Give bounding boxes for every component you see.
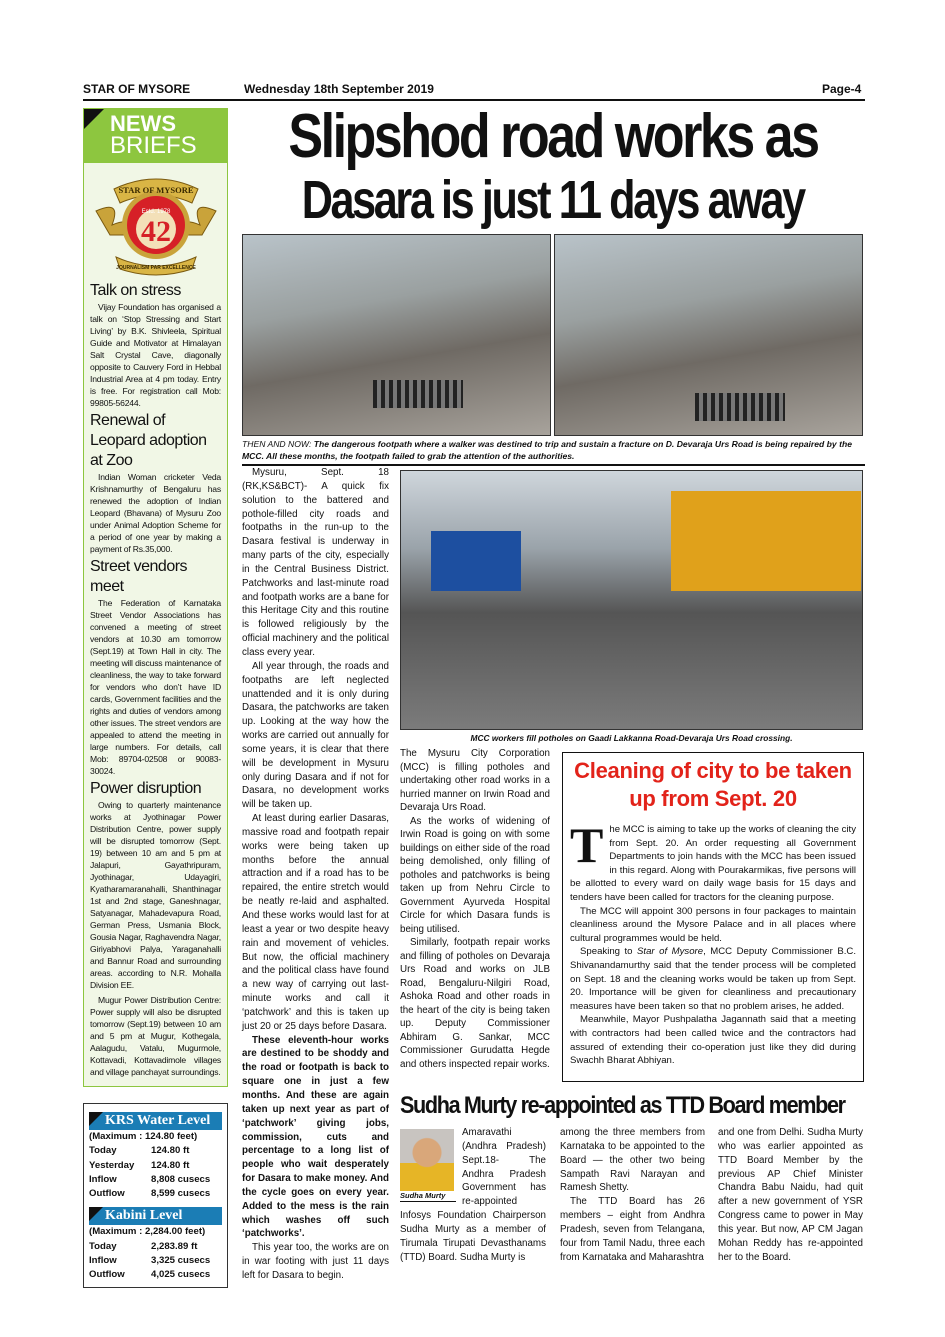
label: Inflow — [89, 1173, 117, 1185]
caption-text: The dangerous footpath where a walker was destined to trip and sustain a fracture on D. Devaraja Urs Road is being repaired by the MCC. All these months, the footpath failed to grab the attention of the authorities. — [242, 439, 852, 461]
brief-leopard-adoption — [84, 411, 227, 555]
krs-row — [89, 1159, 222, 1173]
logo-top-text: STAR OF MYSORE — [117, 185, 194, 195]
brief-title: Renewal of Leopard adoption at Zoo — [90, 412, 207, 469]
paper-name-italic: Star of Mysore — [637, 946, 704, 958]
star-of-mysore-42-logo — [92, 169, 220, 279]
article-paragraph: These eleventh-hour works are destined to be shoddy and the road or footpath is back to square one in just a few months. And these are again taken up next year as part of ‘patchwork’ giving jobs, commission, cuts and percentage to a long list of people who wait desperately for Dasara to make money. And the cycle goes on every year. Added to the mess is the rain which washes off such ‘patchworks’. — [242, 1034, 389, 1240]
article-paragraph: Mysuru, Sept. 18 (RK,KS&BCT)- A quick fix solution to the battered and pothole-filled city roads and footpaths in the run-up to the Dasara festival is underway in many parts of the city, especially in the Central Business District. Patchworks and last-minute road and footpath works are a bane for this Heritage City and this routine is followed religiously by the official machinery and the political class every year. — [242, 467, 389, 658]
drain-grate — [373, 380, 463, 408]
header-rule — [83, 99, 865, 101]
kabini-row — [89, 1254, 222, 1268]
krs-row — [89, 1187, 222, 1201]
tractor — [431, 531, 521, 591]
brief-body: Owing to quarterly maintenance works at Jyothinagar Power Distribution Centre, power supply will be disrupted tomorrow (Sept. 19) between 10 am and 5 pm at Jalapuri, Gayathripuram, Jyothinagar, Udayagiri, Kyatharamaranahalli, Shanthinagar 1st and 2nd stage, Ganeshnagar, Satyanagar, Mahadevapura Road, German Press, Usmania Block, Gousia Nagar, Raghavendra Nagar, Giriyabhovi Palya, Yaraganahalli and Bannur Road and surrounding areas. according to N.R. Mohalla Division EE. — [90, 800, 221, 990]
truck — [671, 491, 861, 591]
photo-footpath-after — [554, 234, 863, 436]
kabini-title: Kabini Level — [105, 1208, 183, 1224]
text: Speaking to — [580, 946, 638, 958]
corner-triangle-icon — [89, 1112, 103, 1126]
news-briefs-title-1: NEWS — [110, 111, 176, 136]
article-paragraph: As the works of widening of Irwin Road is going on with some buildings on either side of the road being demolished, only filling of potholes and patchworks is being taken up from Nehru Circle to Government Ayurveda Hospital Circle for which Dasara funds is being utilised. — [400, 815, 550, 935]
article-paragraph: The Mysuru City Corporation (MCC) is filling potholes and undertaking other road works in a hurried manner on Irwin Road and Devaraja Urs Road. — [400, 748, 550, 813]
cleaning-body — [570, 817, 856, 1068]
kabini-header — [89, 1207, 222, 1225]
issue-date: Wednesday 18th September 2019 — [244, 82, 434, 96]
value: 124.80 ft — [151, 1145, 190, 1157]
cleaning-headline: Cleaning of city to be taken up from Sept. 20 — [574, 758, 852, 811]
article-column-2 — [400, 747, 550, 1071]
brief-title: Talk on stress — [90, 282, 181, 299]
krs-row — [89, 1173, 222, 1187]
sudha-murty-photo — [400, 1129, 454, 1191]
sudha-figure — [400, 1129, 456, 1202]
brief-power-disruption — [84, 779, 227, 1078]
brief-body: Indian Woman cricketer Veda Krishnamurthy of Bengaluru has renewed the adoption of Indian Leopard (Bhavana) of Mysuru Zoo under Animal Adoption Scheme for a period of one year by making a payment of Rs.35,000. — [90, 472, 221, 554]
headline-line-1-wrap — [240, 102, 865, 171]
sudha-column-3 — [718, 1126, 863, 1264]
drain-grate — [695, 393, 785, 421]
article-paragraph: This year too, the works are on in war footing with just 11 days left for Dasara to begin. — [242, 1242, 389, 1281]
logo-estd: Estd. 1978 — [141, 209, 170, 215]
page-number: Page-4 — [822, 82, 862, 96]
kabini-max-text: (Maximum : 2,284.00 feet) — [89, 1226, 206, 1238]
label: Yesterday — [89, 1159, 135, 1171]
sudha-text: Amaravathi (Andhra Pradesh) Sept.18- The Andhra Pradesh Government has re-appointed Infosys Foundation Chairperson Sudha Murty as a member of Tirumala Tirupati Devasthanams (TTD) Board. Sudha Murty is — [400, 1127, 546, 1263]
brief-title: Street vendors meet — [90, 558, 188, 595]
brief-title: Power disruption — [90, 780, 202, 797]
article-paragraph: among the three members from Karnataka to be appointed to the Board — the other two being Sampath Ravi Narayan and Ramesh Shetty. — [560, 1127, 705, 1194]
value: 2,283.89 ft — [151, 1240, 198, 1252]
label: Today — [89, 1240, 117, 1252]
sudha-column-1 — [400, 1126, 546, 1264]
krs-max-text: (Maximum : 124.80 feet) — [89, 1131, 198, 1142]
brief-body: Vijay Foundation has organised a talk on ‘Stop Stressing and Start Living’ by B.K. Shivleela, Spiritual Guide and Motivator at Himalayan Salt Crystal Cave, diagonally opposite to Cauvery Ford in Hebbal Industrial Area at 4 pm today. Entry is free. For registration call Mob: 99805-56244. — [90, 302, 221, 408]
photo-footpath-before — [242, 234, 551, 436]
photo-caption-mcc-workers: MCC workers fill potholes on Gaadi Lakkanna Road-Devaraja Urs Road crossing. — [470, 733, 793, 743]
news-briefs-title-2: BRIEFS — [110, 132, 197, 159]
brief-body: The Federation of Karnataka Street Vendor Associations has convened a meeting of street vendors at 10.30 am tomorrow (Sept.19) at Town Hall in city. The meeting will discuss maintenance of cleanliness, the way to take forward for vendors who don’t have ID cards, Government facilities and the rights and duties of vendors among other issues. The street vendors are appealed to attend the meeting in large numbers. For details, call Mob: 89704-02508 or 90083-30024. — [90, 598, 221, 776]
sudha-photo-caption: Sudha Murty — [400, 1191, 456, 1202]
water-level-box — [83, 1103, 228, 1288]
cleaning-paragraph: The MCC will appoint 300 persons in four packages to maintain cleanliness around the Mysore Palace and in all places where cultural programmes would be held. — [570, 905, 856, 944]
value: 8,808 cusecs — [151, 1173, 211, 1185]
article-paragraph: Similarly, footpath repair works and filling of potholes on Devaraja Urs Road and works on JLB Road, Bengaluru-Nilgiri Road, Ashoka Road and other roads in the heart of the city is being taken up. Deputy Commissioner Abhiram G. Sankar, MCC Commissioner Gurudatta Hegde and others inspected repair works. — [400, 937, 550, 1070]
cleaning-paragraph: Meanwhile, Mayor Pushpalatha Jagannath said that a meeting with contractors had been called twice and the contractors had assured of extending their co-operation just like they did during Swachh Bharat Abhiyan. — [570, 1014, 856, 1067]
krs-row — [89, 1144, 222, 1158]
text: , MCC Deputy Commissioner B.C. Shivanandamurthy said that the tender process will be completed on Sept. 18 and the cleaning works would be taken up from Sept. 20. Importance will be given for cleanliness and precautionary measures have been taken so that no problem arises, he added. — [570, 946, 856, 1012]
article-paragraph: At least during earlier Dasaras, massive road and footpath repair works were being taken up months before the annual attraction and if a road has to be repaired, the entire stretch would be neatly re-laid and asphalted. And these works would last for at least a year or two despite heavy rain and movement of vehicles. But now, the official machinery and the political class have found a new way of carrying out last-minute works and call it ‘patchwork’ and this is taken up just 20 or 25 days before Dasara. — [242, 813, 389, 1032]
label: Inflow — [89, 1255, 117, 1267]
photo-pothole-filling — [400, 470, 863, 730]
article-paragraph: The TTD Board has 26 members – eight from Andhra Pradesh, seven from Telangana, four from Tamil Nadu, three each from Karnataka and Maharashtra — [560, 1196, 705, 1263]
brief-talk-on-stress — [84, 281, 227, 409]
kabini-row — [89, 1268, 222, 1282]
cleaning-paragraph: he MCC is aiming to take up the works of cleaning the city from Sept. 20. An order requesting all Government Departments to join hands with the MCC has been issued in this regard. Along with Pourakarmikas, five persons will be allotted to every ward on daily wage basis for 15 days and tenders have been called for tractors for the cleaning purpose. — [570, 824, 856, 903]
headline-line-2-wrap — [240, 172, 865, 228]
cleaning-paragraph — [570, 945, 856, 1013]
article-column-1 — [242, 466, 389, 1283]
headline-line-2: Dasara is just 11 days away — [301, 170, 804, 230]
logo-number: 42 — [140, 215, 171, 248]
photo-caption-then-now — [242, 438, 865, 466]
headline-line-1: Slipshod road works as — [287, 102, 818, 171]
brief-body: Mugur Power Distribution Centre: Power supply will also be disrupted tomorrow (Sept.19) between 10 am and 5 pm at Mugur, Kothegala, Aalagudu, Vatalu, Mugurmole, Kottavadi, Kottavadimole villages and village panchayat surroundings. — [90, 995, 221, 1077]
krs-header — [89, 1112, 222, 1130]
article-paragraph: All year through, the roads and footpaths are left neglected unattended and it is only during Dasara, the patchworks are taken up. Looking at the way how the works are carried out annually for some years, it is clear that there will be development in Mysuru only during Dasara and if not for Dasara, no development works will be taken up. — [242, 660, 389, 811]
left-column — [83, 108, 228, 1288]
cleaning-story-box — [562, 752, 864, 1082]
corner-triangle-icon — [84, 109, 104, 129]
kabini-max — [89, 1225, 222, 1239]
paper-name: STAR OF MYSORE — [83, 82, 191, 96]
krs-max — [89, 1130, 222, 1144]
article-paragraph — [400, 1126, 546, 1264]
brief-street-vendors — [84, 557, 227, 777]
krs-title: KRS Water Level — [105, 1113, 211, 1128]
value: 8,599 cusecs — [151, 1188, 211, 1200]
logo-bottom-text: JOURNALISM PAR EXCELLENCE — [115, 265, 196, 271]
corner-triangle-icon — [89, 1207, 103, 1221]
label: Outflow — [89, 1269, 125, 1281]
sudha-headline: Sudha Murty re-appointed as TTD Board member — [400, 1092, 845, 1119]
value: 3,325 cusecs — [151, 1255, 211, 1267]
sudha-column-2 — [560, 1126, 705, 1264]
label: Outflow — [89, 1188, 125, 1200]
value: 124.80 ft — [151, 1159, 190, 1171]
drop-cap: T — [570, 817, 604, 873]
kabini-row — [89, 1240, 222, 1254]
article-paragraph: and one from Delhi. Sudha Murty who was earlier appointed as TTD Board Member by the previous AP Chief Minister Chandra Babu Naidu, had quit after a new government of YSR Congress came to power in May this year. But now, AP CM Jagan Mohan Reddy has re-appointed her to the Board. — [718, 1127, 863, 1263]
label: Today — [89, 1145, 117, 1157]
value: 4,025 cusecs — [151, 1269, 211, 1281]
news-briefs-header — [84, 109, 227, 163]
caption-lead: THEN AND NOW: — [242, 439, 312, 449]
news-briefs-sidebar — [83, 108, 228, 1087]
